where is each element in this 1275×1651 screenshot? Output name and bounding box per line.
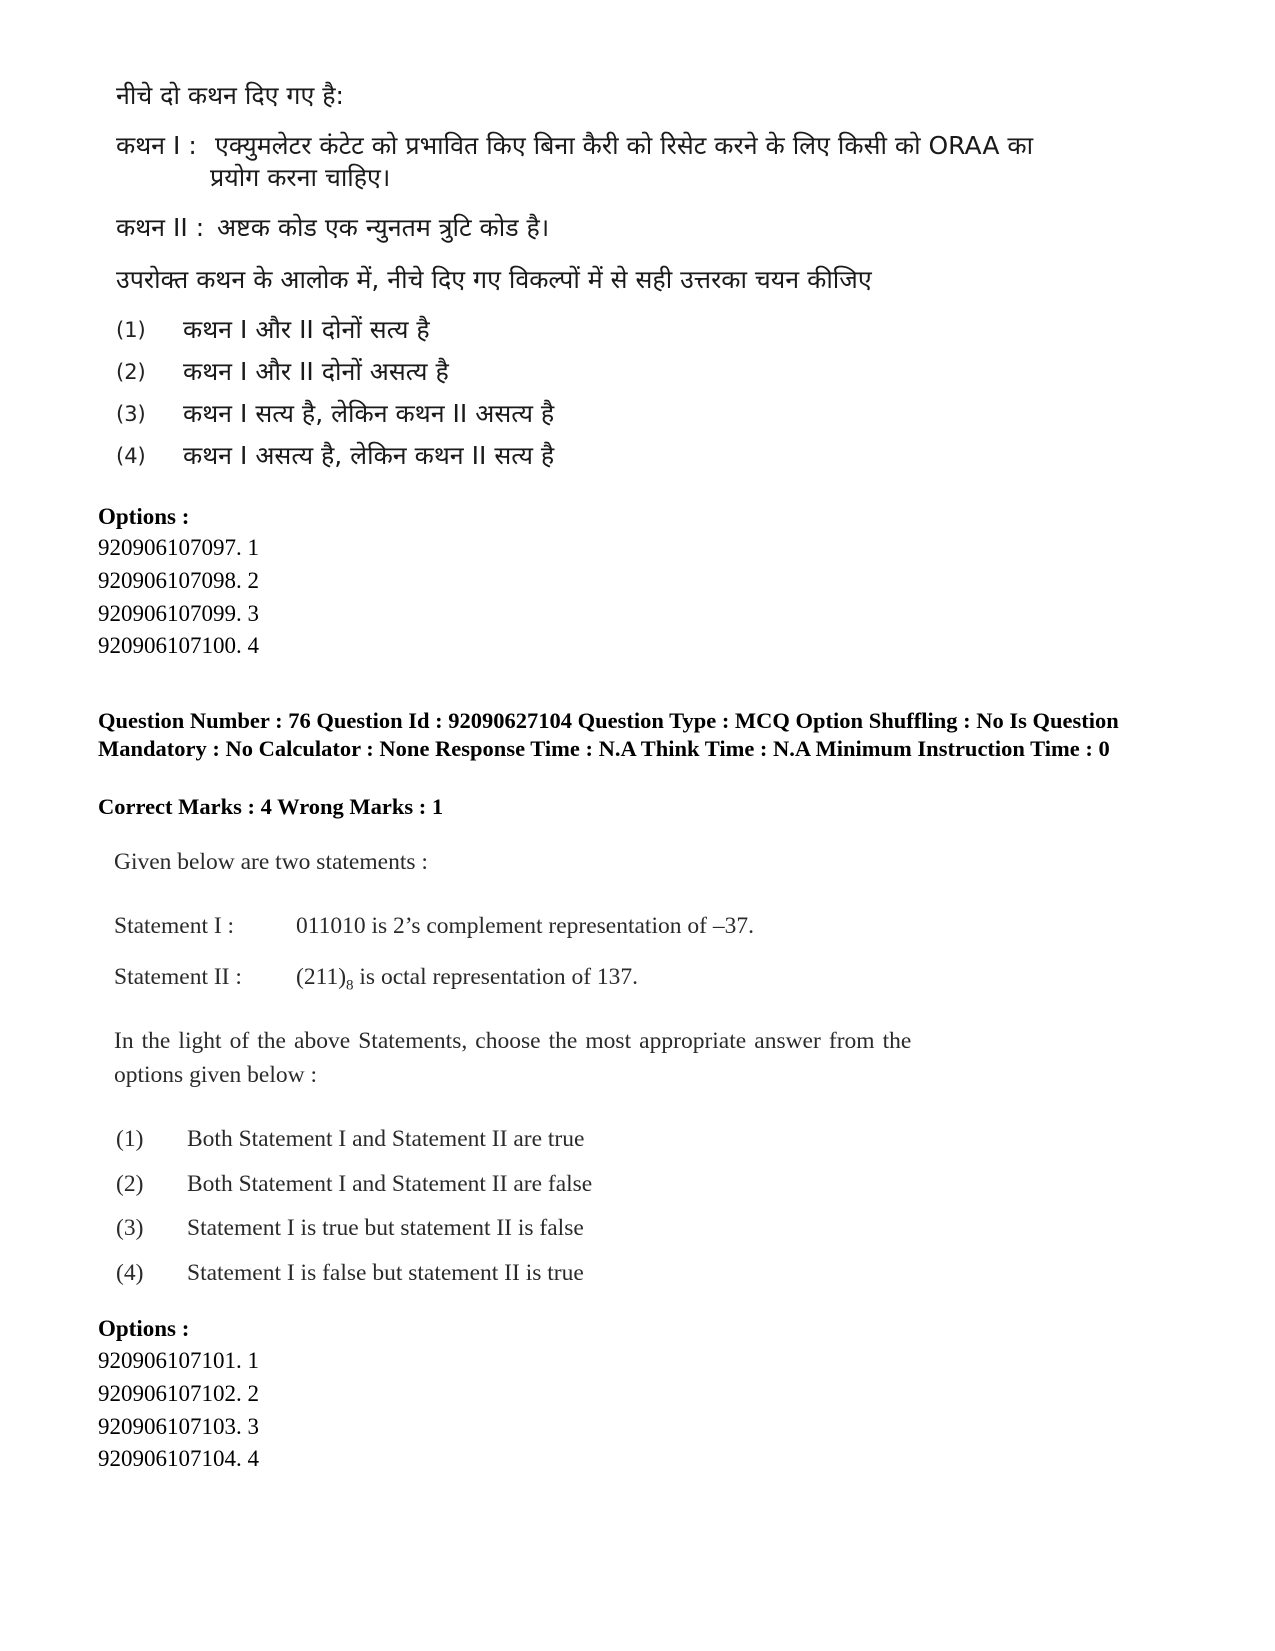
hindi-instruction: उपरोक्त कथन के आलोक में, नीचे दिए गए विकल्पों में से सही उत्तरका चयन कीजिए: [116, 265, 872, 294]
option-id-item: 920906107098. 2: [98, 568, 259, 593]
english-statement-1-label: Statement I :: [114, 913, 235, 939]
english-instruction-line-2: options given below :: [114, 1062, 317, 1088]
english-statement-2-text: [296, 964, 638, 995]
hindi-choice-text: कथन I और II दोनों सत्य है: [183, 315, 430, 344]
english-choice-number: (3): [116, 1215, 144, 1241]
english-choice-text: Both Statement I and Statement II are false: [187, 1171, 593, 1197]
option-id-item: 920906107104. 4: [98, 1446, 259, 1471]
hindi-statement-1-line-1: एक्युमलेटर कंटेट को प्रभावित किए बिना कैरी को रिसेट करने के लिए किसी को ORAA का: [215, 131, 1034, 160]
english-choice-number: (1): [116, 1126, 144, 1152]
english-choice-text: Both Statement I and Statement II are true: [187, 1126, 585, 1152]
hindi-choice-number: (1): [116, 318, 146, 342]
option-id-item: 920906107102. 2: [98, 1381, 259, 1406]
english-choice-text: Statement I is false but statement II is true: [187, 1260, 584, 1286]
octal-number: (211): [296, 964, 347, 990]
option-id-item: 920906107099. 3: [98, 601, 259, 626]
option-id-item: 920906107103. 3: [98, 1414, 259, 1439]
english-choice-number: (2): [116, 1171, 144, 1197]
hindi-choice-text: कथन I और II दोनों असत्य है: [183, 357, 449, 386]
question-marks: Correct Marks : 4 Wrong Marks : 1: [98, 794, 444, 819]
hindi-statement-2-text: अष्टक कोड एक न्युनतम त्रुटि कोड है।: [217, 213, 550, 242]
hindi-statement-1-label: कथन I :: [116, 131, 197, 160]
english-choice-number: (4): [116, 1260, 144, 1286]
statement-2-rest: is octal representation of 137.: [353, 964, 639, 990]
english-instruction-line-1: In the light of the above Statements, choose the most appropriate answer from the: [114, 1028, 912, 1054]
hindi-intro: नीचे दो कथन दिए गए है:: [116, 81, 344, 110]
english-choice-text: Statement I is true but statement II is false: [187, 1215, 584, 1241]
hindi-statement-2-label: कथन II :: [116, 213, 205, 242]
hindi-choice-text: कथन I असत्य है, लेकिन कथन II सत्य है: [183, 441, 555, 470]
option-id-item: 920906107097. 1: [98, 535, 259, 560]
hindi-statement-1-line-2: प्रयोग करना चाहिए।: [210, 163, 391, 192]
options-heading: Options :: [98, 1316, 190, 1341]
hindi-choice-number: (2): [116, 360, 146, 384]
base-subscript: 8: [346, 977, 354, 994]
hindi-choice-number: (4): [116, 444, 146, 468]
question-metadata: Question Number : 76 Question Id : 92090627104 Question Type : MCQ Option Shuffling : No Is Question Mandatory : No Calculator : None Response Time : N.A Think Time : N.A Minimum Instruction Time : 0: [98, 708, 1119, 761]
options-heading: Options :: [98, 504, 190, 529]
hindi-choice-text: कथन I सत्य है, लेकिन कथन II असत्य है: [183, 399, 555, 428]
hindi-choice-number: (3): [116, 402, 146, 426]
english-statement-1-text: 011010 is 2’s complement representation of –37.: [296, 913, 754, 939]
option-id-item: 920906107101. 1: [98, 1348, 259, 1373]
option-id-item: 920906107100. 4: [98, 633, 259, 658]
english-statement-2-label: Statement II :: [114, 964, 242, 990]
english-intro: Given below are two statements :: [114, 849, 428, 875]
